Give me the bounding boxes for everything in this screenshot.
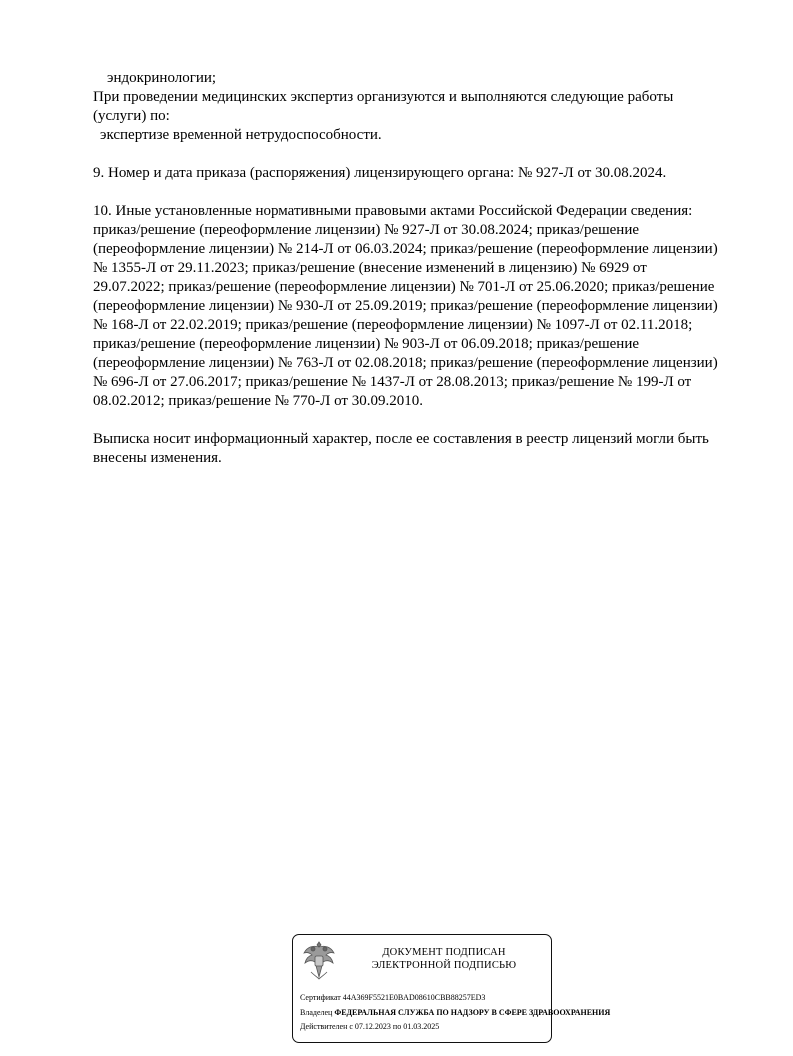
text-line: При проведении медицинских экспертиз организуются и выполняются следующие работы — [93, 89, 674, 105]
section-10-line: (переоформление лицензии) № 930-Л от 25.09.2019; приказ/решение (переоформление лицензии) — [93, 298, 718, 314]
text-line: (услуги) по: — [93, 108, 170, 124]
section-10-line: 29.07.2022; приказ/решение (переоформление лицензии) № 701-Л от 25.06.2020; приказ/решение — [93, 279, 715, 295]
electronic-signature-stamp — [292, 934, 611, 1043]
paragraph-gap — [93, 145, 765, 164]
section-9-text: 9. Номер и дата приказа (распоряжения) лицензирующего органа: № 927-Л от 30.08.2024. — [93, 165, 667, 181]
stamp-owner — [300, 1008, 610, 1018]
section-10-line: № 168-Л от 22.02.2019; приказ/решение (переоформление лицензии) № 1097-Л от 02.11.2018; — [93, 317, 693, 333]
text-line: экспертизе временной нетрудоспособности. — [100, 127, 382, 143]
section-10-line: 10. Иные установленные нормативными правовыми актами Российской Федерации сведения: — [93, 203, 693, 219]
stamp-certificate — [300, 993, 485, 1003]
section-10-line: 08.02.2012; приказ/решение № 770-Л от 30.09.2010. — [93, 393, 423, 409]
section-10-line: № 696-Л от 27.06.2017; приказ/решение № 1437-Л от 28.08.2013; приказ/решение № 199-Л от — [93, 374, 692, 390]
stamp-title — [349, 946, 539, 972]
notice-line: внесены изменения. — [93, 450, 222, 466]
certificate-value: 44A369F5521E0BAD08610CBB88257ED3 — [342, 993, 486, 1002]
section-10-line: приказ/решение (переоформление лицензии) № 927-Л от 30.08.2024; приказ/решение — [93, 222, 640, 238]
certificate-label: Сертификат — [300, 993, 341, 1002]
owner-value: ФЕДЕРАЛЬНАЯ СЛУЖБА ПО НАДЗОРУ В СФЕРЕ ЗДРАВООХРАНЕНИЯ — [334, 1008, 611, 1017]
stamp-title-line: ЭЛЕКТРОННОЙ ПОДПИСЬЮ — [371, 960, 517, 971]
document-body — [93, 69, 765, 468]
paragraph-gap — [93, 183, 765, 202]
text-line: эндокринологии; — [107, 70, 217, 86]
stamp-validity: Действителен с 07.12.2023 по 01.03.2025 — [300, 1022, 440, 1031]
section-10-line: приказ/решение (переоформление лицензии) № 903-Л от 06.09.2018; приказ/решение — [93, 336, 640, 352]
section-10-line: (переоформление лицензии) № 763-Л от 02.08.2018; приказ/решение (переоформление лицензии) — [93, 355, 718, 371]
paragraph-gap — [93, 411, 765, 430]
notice — [93, 430, 765, 468]
owner-label: Владелец — [300, 1008, 333, 1017]
section-10-line: № 1355-Л от 29.11.2023; приказ/решение (внесение изменений в лицензию) № 6929 от — [93, 260, 647, 276]
notice-line: Выписка носит информационный характер, после ее составления в реестр лицензий могли быть — [93, 431, 709, 447]
coat-of-arms-icon — [301, 939, 337, 981]
section-10 — [93, 202, 765, 411]
stamp-title-line: ДОКУМЕНТ ПОДПИСАН — [382, 947, 506, 958]
section-10-line: (переоформление лицензии) № 214-Л от 06.03.2024; приказ/решение (переоформление лицензии) — [93, 241, 718, 257]
